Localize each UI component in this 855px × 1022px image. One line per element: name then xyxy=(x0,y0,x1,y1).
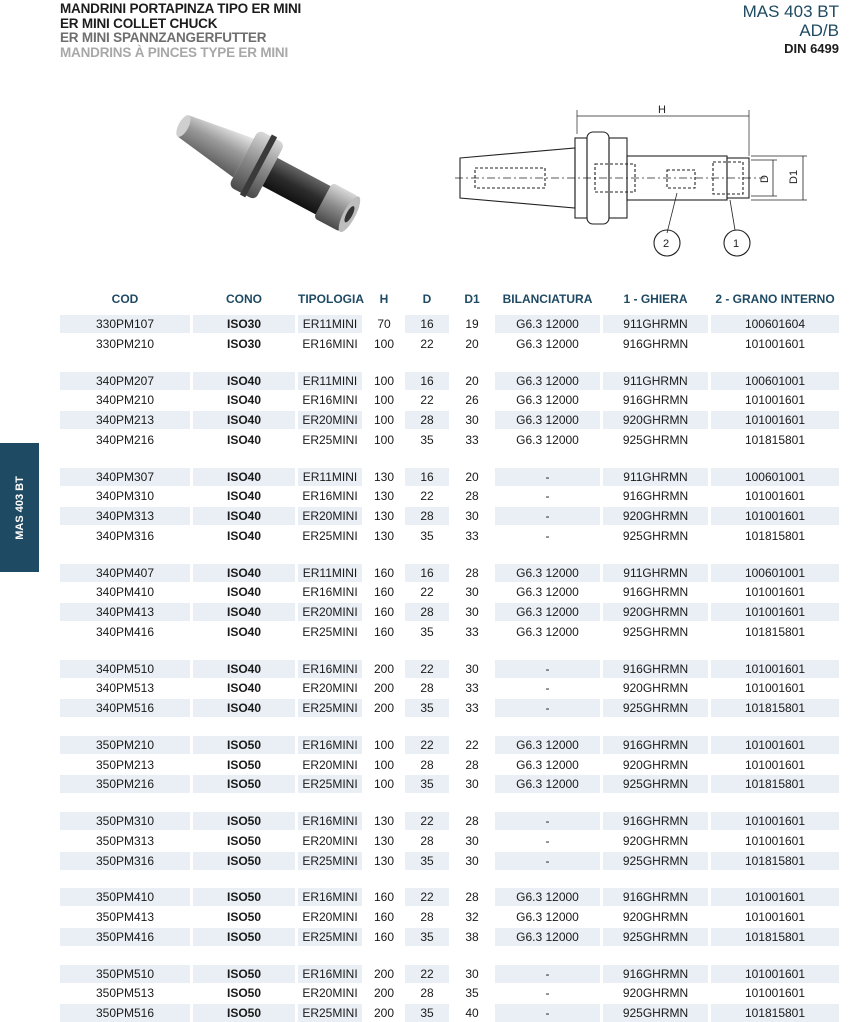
standard-mas: MAS 403 BT xyxy=(742,2,839,21)
cell-h: 100 xyxy=(373,373,395,388)
cell-bilanciatura: - xyxy=(545,986,550,1001)
cell-ghiera: 916GHRMN xyxy=(622,489,689,504)
cell-d1: 30 xyxy=(465,605,479,619)
cell-d1: 30 xyxy=(465,509,479,523)
cell-d1: 33 xyxy=(465,681,479,696)
cell-tipologia: ER16MINI xyxy=(298,888,362,906)
cell-cono: ISO40 xyxy=(226,624,262,639)
cell-bilanciatura: - xyxy=(495,660,600,678)
cell-h: 160 xyxy=(373,565,395,580)
cell-cono: ISO40 xyxy=(193,507,295,525)
cell-h: 200 xyxy=(373,1006,395,1020)
cell-tipologia: ER20MINI xyxy=(298,603,362,621)
dim-d-label: D xyxy=(759,175,771,183)
cell-tipologia: ER25MINI xyxy=(302,432,358,447)
cell-d: 16 xyxy=(405,564,449,582)
cell-d: 28 xyxy=(420,833,434,848)
cell-cono: ISO50 xyxy=(193,965,295,983)
cell-h: 130 xyxy=(373,833,395,848)
cell-bilanciatura: G6.3 12000 xyxy=(516,624,579,639)
cell-ghiera: 920GHRMN xyxy=(603,507,708,525)
cell-bilanciatura: G6.3 12000 xyxy=(495,603,600,621)
cell-tipologia: ER25MINI xyxy=(298,1004,362,1022)
cell-cono: ISO40 xyxy=(226,681,262,696)
cell-cono: ISO50 xyxy=(193,1004,295,1022)
cell-grano: 101001601 xyxy=(711,965,839,983)
column-header-h: H xyxy=(379,292,389,306)
cell-d: 28 xyxy=(420,986,434,1001)
cell-d1: 28 xyxy=(465,489,479,504)
cell-bilanciatura: - xyxy=(495,852,600,870)
cell-grano: 101001601 xyxy=(744,681,806,696)
cell-d: 22 xyxy=(420,336,434,351)
cell-cono: ISO50 xyxy=(226,910,262,924)
cell-d1: 38 xyxy=(465,929,479,944)
cell-cod: 350PM210 xyxy=(60,736,190,754)
cell-h: 160 xyxy=(373,910,395,924)
cell-d: 35 xyxy=(405,928,449,946)
cell-d1: 32 xyxy=(465,910,479,924)
cell-d1: 28 xyxy=(465,565,479,580)
cell-ghiera: 925GHRMN xyxy=(603,928,708,946)
cell-h: 100 xyxy=(373,757,395,772)
cell-d1: 30 xyxy=(465,777,479,792)
cell-d: 16 xyxy=(405,315,449,333)
title-italian: MANDRINI PORTAPINZA TIPO ER MINI xyxy=(60,1,302,16)
cell-d1: 28 xyxy=(465,757,479,772)
cell-ghiera: 925GHRMN xyxy=(603,775,708,793)
column-header-d: D xyxy=(422,292,432,306)
side-tab-label: MAS 403 BT xyxy=(13,475,26,540)
cell-cod: 340PM207 xyxy=(60,372,190,390)
cell-ghiera: 920GHRMN xyxy=(622,910,689,924)
cell-d: 28 xyxy=(405,411,449,429)
column-header-d1: D1 xyxy=(464,292,480,306)
cell-grano: 101001601 xyxy=(711,411,839,429)
cell-d1: 40 xyxy=(465,1006,479,1020)
cell-cono: ISO40 xyxy=(193,660,295,678)
cell-h: 160 xyxy=(373,929,395,944)
cell-h: 130 xyxy=(373,853,395,868)
cell-ghiera: 925GHRMN xyxy=(603,852,708,870)
cell-bilanciatura: G6.3 12000 xyxy=(516,432,579,447)
cell-d: 22 xyxy=(405,660,449,678)
cell-bilanciatura: G6.3 12000 xyxy=(495,411,600,429)
cell-h: 160 xyxy=(373,624,395,639)
column-header-cono: CONO xyxy=(226,292,262,306)
cell-bilanciatura: G6.3 12000 xyxy=(495,372,600,390)
cell-tipologia: ER20MINI xyxy=(302,757,358,772)
cell-grano: 100601604 xyxy=(711,315,839,333)
standard-type: AD/B xyxy=(799,21,839,40)
cell-cono: ISO40 xyxy=(226,585,262,600)
cell-h: 130 xyxy=(373,509,395,523)
cell-ghiera: 916GHRMN xyxy=(622,585,689,600)
cell-grano: 101001601 xyxy=(744,757,806,772)
cell-grano: 101815801 xyxy=(744,528,806,543)
cell-d: 16 xyxy=(405,372,449,390)
cell-bilanciatura: G6.3 12000 xyxy=(516,910,579,924)
cell-tipologia: ER11MINI xyxy=(298,315,362,333)
cell-bilanciatura: G6.3 12000 xyxy=(495,315,600,333)
cell-ghiera: 916GHRMN xyxy=(622,393,689,408)
cell-d: 22 xyxy=(420,489,434,504)
cell-cod: 340PM310 xyxy=(95,489,155,504)
cell-grano: 101001601 xyxy=(711,812,839,830)
cell-h: 100 xyxy=(373,413,395,427)
cell-cod: 350PM310 xyxy=(60,812,190,830)
cell-h: 100 xyxy=(373,336,395,351)
cell-tipologia: ER11MINI xyxy=(298,372,362,390)
cell-ghiera: 911GHRMN xyxy=(603,468,708,486)
cell-bilanciatura: G6.3 12000 xyxy=(516,757,579,772)
cell-ghiera: 911GHRMN xyxy=(603,315,708,333)
cell-cono: ISO50 xyxy=(193,812,295,830)
cell-ghiera: 920GHRMN xyxy=(603,603,708,621)
cell-tipologia: ER11MINI xyxy=(298,564,362,582)
cell-bilanciatura: G6.3 12000 xyxy=(495,736,600,754)
cell-d: 28 xyxy=(420,910,434,924)
cell-grano: 101001601 xyxy=(711,736,839,754)
cell-tipologia: ER16MINI xyxy=(298,660,362,678)
cell-tipologia: ER20MINI xyxy=(302,986,358,1001)
cell-tipologia: ER25MINI xyxy=(298,775,362,793)
cell-grano: 101815801 xyxy=(711,775,839,793)
cell-cod: 340PM410 xyxy=(95,585,155,600)
cell-ghiera: 916GHRMN xyxy=(603,660,708,678)
cell-grano: 101001601 xyxy=(744,910,806,924)
cell-cod: 350PM516 xyxy=(60,1004,190,1022)
cell-cono: ISO40 xyxy=(193,372,295,390)
cell-cono: ISO50 xyxy=(226,833,262,848)
cell-ghiera: 920GHRMN xyxy=(622,833,689,848)
cell-cod: 340PM210 xyxy=(95,393,155,408)
cell-cod: 350PM316 xyxy=(60,852,190,870)
cell-cod: 350PM216 xyxy=(60,775,190,793)
cell-d1: 28 xyxy=(465,890,479,905)
cell-d1: 20 xyxy=(465,469,479,484)
callout-1-label: 1 xyxy=(733,238,740,250)
cell-ghiera: 920GHRMN xyxy=(622,986,689,1001)
cell-grano: 101001601 xyxy=(711,603,839,621)
cell-cod: 350PM416 xyxy=(60,928,190,946)
title-english: ER MINI COLLET CHUCK xyxy=(60,15,218,31)
cell-d: 35 xyxy=(405,775,449,793)
cell-d: 35 xyxy=(420,432,434,447)
cell-cono: ISO40 xyxy=(226,489,262,504)
cell-d: 35 xyxy=(420,624,434,639)
cell-ghiera: 925GHRMN xyxy=(622,432,689,447)
cell-d1: 33 xyxy=(465,432,479,447)
cell-cod: 340PM407 xyxy=(60,564,190,582)
cell-d1: 33 xyxy=(465,701,479,715)
cell-tipologia: ER25MINI xyxy=(302,528,358,543)
cell-d1: 30 xyxy=(465,853,479,868)
cell-bilanciatura: - xyxy=(495,699,600,717)
cell-h: 130 xyxy=(373,469,395,484)
cell-cono: ISO30 xyxy=(226,336,262,351)
cell-grano: 101001601 xyxy=(711,507,839,525)
cell-ghiera: 925GHRMN xyxy=(622,624,689,639)
cell-d: 35 xyxy=(405,852,449,870)
cell-d: 35 xyxy=(420,528,434,543)
cell-h: 160 xyxy=(373,605,395,619)
cell-bilanciatura: - xyxy=(545,681,550,696)
cell-d1: 30 xyxy=(465,661,479,676)
cell-cod: 330PM210 xyxy=(95,336,155,351)
callout-2-label: 2 xyxy=(663,238,670,250)
dim-h-label: H xyxy=(658,104,666,116)
cell-cono: ISO40 xyxy=(226,432,262,447)
cell-d1: 26 xyxy=(465,393,479,408)
cell-cod: 340PM313 xyxy=(60,507,190,525)
cell-cod: 340PM316 xyxy=(95,528,155,543)
cell-cono: ISO50 xyxy=(193,775,295,793)
cell-d: 22 xyxy=(420,585,434,600)
cell-d1: 35 xyxy=(465,986,479,1001)
cell-tipologia: ER25MINI xyxy=(302,624,358,639)
cell-bilanciatura: G6.3 12000 xyxy=(495,564,600,582)
cell-h: 160 xyxy=(373,585,395,600)
cell-bilanciatura: - xyxy=(495,965,600,983)
cell-grano: 101001601 xyxy=(744,393,806,408)
dim-d1-label: D1 xyxy=(788,169,800,184)
cell-cod: 350PM413 xyxy=(95,910,155,924)
cell-h: 70 xyxy=(377,317,391,331)
cell-cod: 350PM313 xyxy=(95,833,155,848)
cell-tipologia: ER16MINI xyxy=(302,489,358,504)
cell-ghiera: 916GHRMN xyxy=(622,336,689,351)
cell-cod: 350PM513 xyxy=(95,986,155,1001)
cell-tipologia: ER16MINI xyxy=(302,336,358,351)
cell-grano: 101001601 xyxy=(744,585,806,600)
cell-h: 100 xyxy=(373,393,395,408)
cell-cono: ISO40 xyxy=(226,393,262,408)
cell-cod: 340PM513 xyxy=(95,681,155,696)
cell-ghiera: 916GHRMN xyxy=(603,888,708,906)
cell-tipologia: ER20MINI xyxy=(302,681,358,696)
cell-d1: 33 xyxy=(465,528,479,543)
cell-ghiera: 925GHRMN xyxy=(622,528,689,543)
cell-tipologia: ER20MINI xyxy=(302,833,358,848)
cell-bilanciatura: G6.3 12000 xyxy=(516,336,579,351)
cell-bilanciatura: - xyxy=(495,1004,600,1022)
column-header-tipologia: TIPOLOGIA xyxy=(298,292,364,306)
cell-grano: 100601001 xyxy=(711,468,839,486)
cell-d1: 30 xyxy=(465,966,479,981)
cell-h: 100 xyxy=(373,777,395,792)
cell-d1: 30 xyxy=(465,585,479,600)
cell-cono: ISO50 xyxy=(193,888,295,906)
cell-cono: ISO50 xyxy=(226,757,262,772)
cell-ghiera: 911GHRMN xyxy=(603,564,708,582)
cell-grano: 101001601 xyxy=(744,986,806,1001)
cell-grano: 101815801 xyxy=(711,699,839,717)
cell-h: 130 xyxy=(373,528,395,543)
cell-tipologia: ER25MINI xyxy=(298,928,362,946)
cell-cod: 350PM510 xyxy=(60,965,190,983)
cell-tipologia: ER16MINI xyxy=(298,965,362,983)
title-german: ER MINI SPANNZANGERFUTTER xyxy=(60,30,267,45)
cell-d: 22 xyxy=(405,965,449,983)
cell-cod: 340PM307 xyxy=(60,468,190,486)
cell-ghiera: 911GHRMN xyxy=(603,372,708,390)
cell-cono: ISO50 xyxy=(193,736,295,754)
cell-ghiera: 916GHRMN xyxy=(603,736,708,754)
cell-d: 35 xyxy=(405,699,449,717)
cell-d: 35 xyxy=(405,1004,449,1022)
cell-bilanciatura: - xyxy=(495,812,600,830)
cell-bilanciatura: - xyxy=(545,528,550,543)
cell-h: 130 xyxy=(373,814,395,828)
cell-h: 200 xyxy=(373,701,395,715)
cell-d: 16 xyxy=(405,468,449,486)
cell-cod: 340PM516 xyxy=(60,699,190,717)
cell-tipologia: ER16MINI xyxy=(298,812,362,830)
cell-tipologia: ER25MINI xyxy=(298,852,362,870)
cell-grano: 101001601 xyxy=(744,489,806,504)
cell-h: 130 xyxy=(373,489,395,504)
cell-ghiera: 920GHRMN xyxy=(622,681,689,696)
cell-tipologia: ER16MINI xyxy=(302,393,358,408)
cell-cod: 350PM410 xyxy=(60,888,190,906)
cell-tipologia: ER20MINI xyxy=(298,507,362,525)
cell-tipologia: ER20MINI xyxy=(302,910,358,924)
cell-d: 22 xyxy=(405,888,449,906)
cell-d: 22 xyxy=(405,812,449,830)
cell-ghiera: 916GHRMN xyxy=(603,812,708,830)
cell-cod: 330PM107 xyxy=(60,315,190,333)
cell-d1: 20 xyxy=(465,373,479,388)
cell-bilanciatura: - xyxy=(545,489,550,504)
cell-tipologia: ER16MINI xyxy=(298,736,362,754)
cell-d: 28 xyxy=(420,757,434,772)
cell-bilanciatura: G6.3 12000 xyxy=(495,928,600,946)
cell-grano: 101815801 xyxy=(711,1004,839,1022)
cell-d1: 33 xyxy=(465,624,479,639)
cell-grano: 101001601 xyxy=(711,888,839,906)
cell-tipologia: ER20MINI xyxy=(298,411,362,429)
cell-grano: 101815801 xyxy=(711,928,839,946)
cell-ghiera: 925GHRMN xyxy=(603,699,708,717)
column-header-ghiera: 1 - GHIERA xyxy=(623,292,688,306)
column-header-grano: 2 - GRANO INTERNO xyxy=(715,292,835,306)
cell-bilanciatura: - xyxy=(545,833,550,848)
cell-d1: 30 xyxy=(465,413,479,427)
cell-ghiera: 916GHRMN xyxy=(603,965,708,983)
cell-d1: 22 xyxy=(465,737,479,752)
cell-bilanciatura: G6.3 12000 xyxy=(516,585,579,600)
cell-grano: 101815801 xyxy=(744,432,806,447)
cell-bilanciatura: G6.3 12000 xyxy=(495,888,600,906)
cell-cod: 340PM413 xyxy=(60,603,190,621)
cell-h: 200 xyxy=(373,681,395,696)
cell-d1: 30 xyxy=(465,833,479,848)
cell-d1: 28 xyxy=(465,814,479,828)
cell-d: 28 xyxy=(420,681,434,696)
cell-d: 28 xyxy=(405,603,449,621)
column-header-cod: COD xyxy=(111,292,139,306)
cell-bilanciatura: G6.3 12000 xyxy=(516,393,579,408)
cell-grano: 100601001 xyxy=(711,372,839,390)
cell-d1: 19 xyxy=(465,317,479,331)
cell-grano: 101815801 xyxy=(711,852,839,870)
cell-cod: 340PM213 xyxy=(60,411,190,429)
cell-cono: ISO40 xyxy=(193,564,295,582)
cell-d: 28 xyxy=(405,507,449,525)
cell-cono: ISO40 xyxy=(193,468,295,486)
cell-grano: 101001601 xyxy=(744,833,806,848)
cell-grano: 100601001 xyxy=(711,564,839,582)
cell-d: 22 xyxy=(420,393,434,408)
cell-cod: 350PM213 xyxy=(95,757,155,772)
cell-bilanciatura: - xyxy=(495,468,600,486)
cell-cono: ISO40 xyxy=(193,699,295,717)
cell-tipologia: ER16MINI xyxy=(302,585,358,600)
cell-h: 200 xyxy=(373,661,395,676)
cell-cono: ISO40 xyxy=(193,603,295,621)
cell-cono: ISO50 xyxy=(193,852,295,870)
cell-h: 100 xyxy=(373,432,395,447)
cell-ghiera: 925GHRMN xyxy=(603,1004,708,1022)
cell-cono: ISO50 xyxy=(226,986,262,1001)
title-french: MANDRINS À PINCES TYPE ER MINI xyxy=(60,44,289,60)
cell-d1: 20 xyxy=(465,336,479,351)
cell-ghiera: 920GHRMN xyxy=(622,757,689,772)
cell-grano: 101815801 xyxy=(744,624,806,639)
cell-cono: ISO40 xyxy=(226,528,262,543)
column-header-bilanciatura: BILANCIATURA xyxy=(502,292,593,306)
cell-h: 100 xyxy=(373,737,395,752)
cell-h: 200 xyxy=(373,986,395,1001)
cell-bilanciatura: G6.3 12000 xyxy=(495,775,600,793)
cell-cono: ISO40 xyxy=(193,411,295,429)
cell-grano: 101001601 xyxy=(711,660,839,678)
cell-cono: ISO30 xyxy=(193,315,295,333)
cell-tipologia: ER11MINI xyxy=(298,468,362,486)
cell-h: 200 xyxy=(373,966,395,981)
cell-tipologia: ER25MINI xyxy=(298,699,362,717)
cell-cod: 340PM416 xyxy=(95,624,155,639)
cell-cod: 340PM216 xyxy=(95,432,155,447)
cell-d: 22 xyxy=(405,736,449,754)
cell-cod: 340PM510 xyxy=(60,660,190,678)
cell-bilanciatura: - xyxy=(495,507,600,525)
standard-din: DIN 6499 xyxy=(784,41,839,56)
cell-cono: ISO50 xyxy=(193,928,295,946)
cell-h: 160 xyxy=(373,890,395,905)
cell-ghiera: 920GHRMN xyxy=(603,411,708,429)
cell-grano: 101001601 xyxy=(744,336,806,351)
